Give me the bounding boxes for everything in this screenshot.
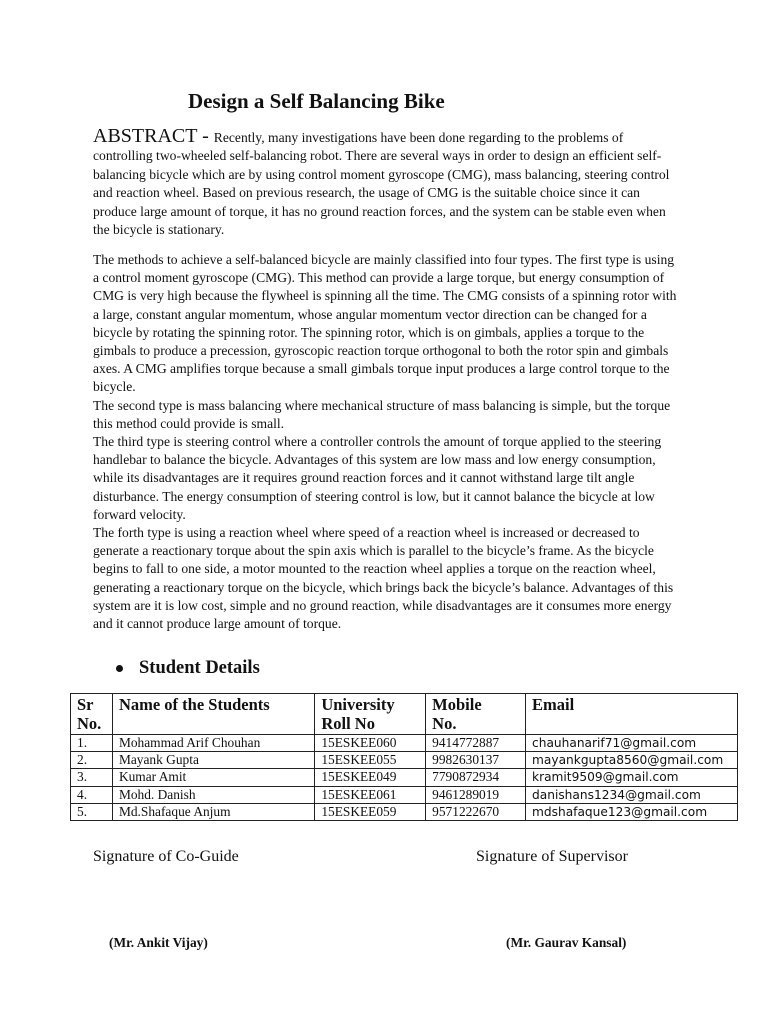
abstract-paragraph <box>93 127 679 239</box>
cell-roll: 15ESKEE060 <box>315 735 426 752</box>
cell-sr: 4. <box>71 786 113 803</box>
bullet-icon <box>116 665 123 672</box>
document-title: Design a Self Balancing Bike <box>188 89 445 113</box>
cell-mobile: 9461289019 <box>426 786 526 803</box>
table-row <box>71 752 738 769</box>
paragraph-mass-balancing: The second type is mass balancing where mechanical structure of mass balancing is simple, but the torque this method could provide is small. <box>93 397 671 431</box>
cell-name: Md.Shafaque Anjum <box>112 803 314 820</box>
header-email: Email <box>526 694 738 735</box>
body-text <box>93 251 679 633</box>
cell-name: Mohd. Danish <box>112 786 314 803</box>
header-roll-line2: Roll No <box>321 714 375 733</box>
header-mobile-line2: No. <box>432 714 457 733</box>
signature-supervisor-label: Signature of Supervisor <box>476 848 628 865</box>
co-guide-name: (Mr. Ankit Vijay) <box>109 935 208 950</box>
cell-name: Mayank Gupta <box>112 752 314 769</box>
table-row <box>71 786 738 803</box>
abstract-label: ABSTRACT <box>93 125 198 147</box>
student-details-table <box>70 693 738 821</box>
cell-email: chauhanarif71@gmail.com <box>526 735 738 752</box>
cell-mobile: 7790872934 <box>426 769 526 786</box>
cell-mobile: 9571222670 <box>426 803 526 820</box>
cell-name: Mohammad Arif Chouhan <box>112 735 314 752</box>
cell-name: Kumar Amit <box>112 769 314 786</box>
cell-roll: 15ESKEE055 <box>315 752 426 769</box>
cell-sr: 5. <box>71 803 113 820</box>
header-roll-no <box>315 694 426 735</box>
signature-co-guide-label: Signature of Co-Guide <box>93 848 239 865</box>
header-roll-line1: University <box>321 695 395 714</box>
cell-mobile: 9414772887 <box>426 735 526 752</box>
student-details-heading <box>116 658 260 679</box>
paragraph-cmg: The methods to achieve a self-balanced bicycle are mainly classified into four types. The first type is using a control moment gyroscope (CMG). This method can provide a large torque, but energy consumption of CMG is very high because the flywheel is spinning all the time. The CMG consists of a spinning rotor with a large, constant angular momentum, whose angular momentum vector direction can be changed for a bicycle by rotating the spinning rotor. The spinning rotor, which is on gimbals, applies a torque to the gimbals to produce a precession, gyroscopic reaction torque orthogonal to both the rotor spin and gimbals axes. A CMG amplifies torque because a small gimbals torque input produces a large control torque to the bicycle. <box>93 252 677 395</box>
table-row <box>71 803 738 820</box>
paragraph-reaction-wheel: The forth type is using a reaction wheel where speed of a reaction wheel is increased or decreased to generate a reactionary torque about the spin axis which is parallel to the bicycle’s frame. As the bicycle begins to fall to one side, a motor mounted to the reaction wheel applies a torque on the reaction wheel, generating a reactionary torque on the bicycle, which brings back the bicycle’s balance. Advantages of this system are it is low cost, simple and no ground reaction, while disadvantages are it consumes more energy and it cannot produce large amount of torque. <box>93 525 674 632</box>
supervisor-name: (Mr. Gaurav Kansal) <box>506 935 627 950</box>
header-mobile-line1: Mobile <box>432 695 482 714</box>
cell-roll: 15ESKEE061 <box>315 786 426 803</box>
cell-mobile: 9982630137 <box>426 752 526 769</box>
table-row <box>71 735 738 752</box>
cell-sr: 3. <box>71 769 113 786</box>
abstract-separator: - <box>197 125 214 147</box>
header-name: Name of the Students <box>112 694 314 735</box>
cell-email: danishans1234@gmail.com <box>526 786 738 803</box>
cell-sr: 2. <box>71 752 113 769</box>
header-sr-no <box>71 694 113 735</box>
cell-email: kramit9509@gmail.com <box>526 769 738 786</box>
table-row <box>71 769 738 786</box>
cell-email: mayankgupta8560@gmail.com <box>526 752 738 769</box>
abstract-text: Recently, many investigations have been done regarding to the problems of controlling two-wheeled self-balancing robot. There are several ways in order to design an efficient self-balancing bicycle which are by using control moment gyroscope (CMG), mass balancing, steering control and reaction wheel. Based on previous research, the usage of CMG is the suitable choice since it can produce large amount of torque, it has no ground reaction forces, and the system can be stable even when the bicycle is stationary. <box>93 130 670 238</box>
table-header-row <box>71 694 738 735</box>
cell-roll: 15ESKEE049 <box>315 769 426 786</box>
cell-email: mdshafaque123@gmail.com <box>526 803 738 820</box>
header-mobile <box>426 694 526 735</box>
header-sr-line2: No. <box>77 714 102 733</box>
cell-roll: 15ESKEE059 <box>315 803 426 820</box>
paragraph-steering-control: The third type is steering control where a controller controls the amount of torque applied to the steering handlebar to balance the bicycle. Advantages of this system are low mass and low energy consumption, while its disadvantages are it requires ground reaction forces and it cannot withstand large tilt angle disturbance. The energy consumption of steering control is low, but it cannot balance the bicycle at low forward velocity. <box>93 434 662 522</box>
header-sr-line1: Sr <box>77 695 94 714</box>
section-heading-text: Student Details <box>139 658 260 678</box>
cell-sr: 1. <box>71 735 113 752</box>
